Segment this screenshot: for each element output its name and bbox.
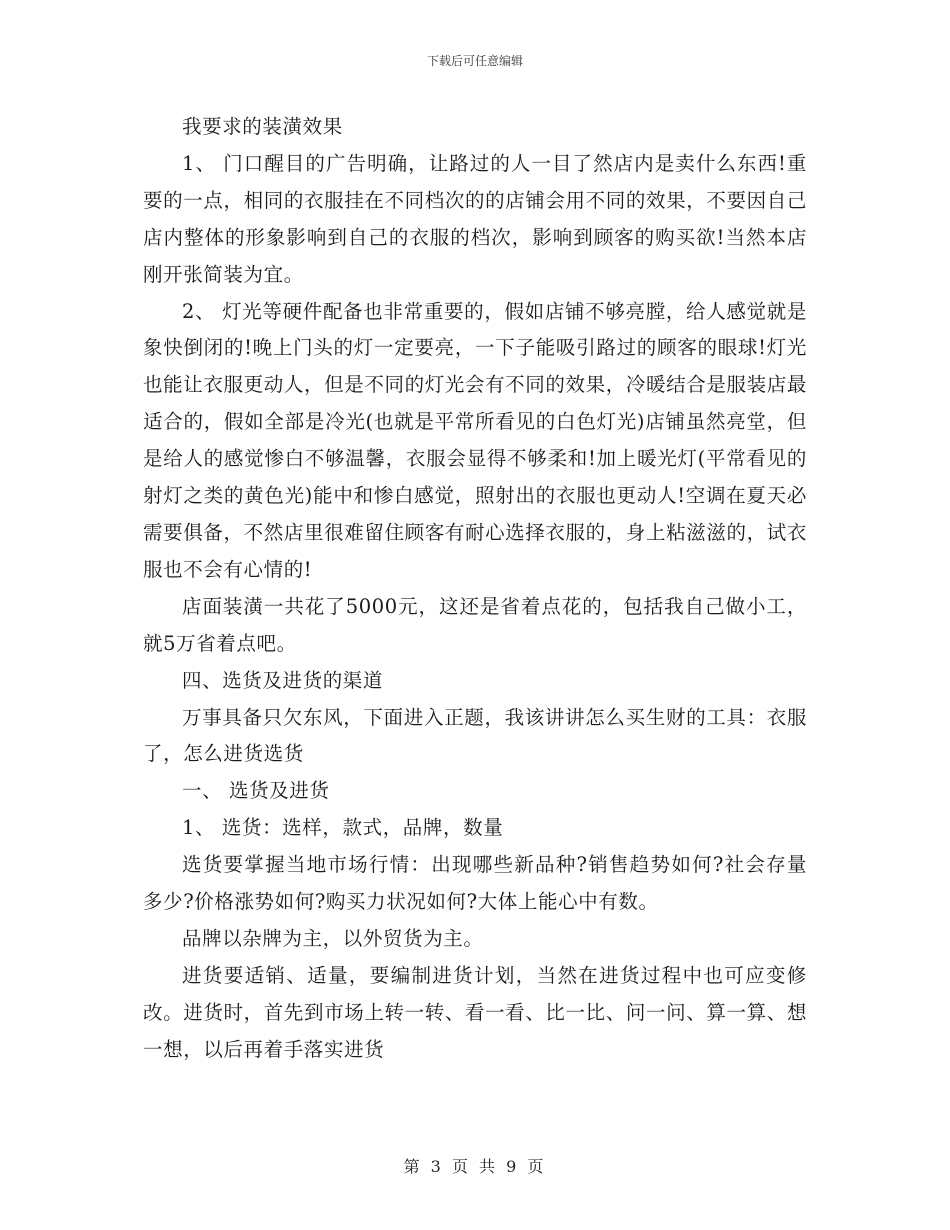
paragraph-subheading-selection: 一、 选货及进货 xyxy=(182,779,330,803)
paragraph-signage: 1、 门口醒目的广告明确，让路过的人一目了然店内是卖什么东西!重要的一点，相同的衣服挂在不同档次的的店铺会用不同的效果，不要因自己店内整体的形象影响到自己的衣服的档次，影响到顾客的购买欲!当然本店刚开张简装为宜。 xyxy=(143,151,807,286)
paragraph-purchase-plan: 进货要适销、适量，要编制进货计划，当然在进货过程中也可应变修改。进货时，首先到市场上转一转、看一看、比一比、问一问、算一算、想一想，以后再着手落实进货 xyxy=(143,963,807,1061)
paragraph-sourcing-intro: 万事具备只欠东风，下面进入正题，我该讲讲怎么买生财的工具：衣服了，怎么进货选货 xyxy=(143,705,807,766)
page-number: 第 3 页 共 9 页 xyxy=(403,1157,547,1176)
paragraph-selection-criteria: 1、 选货：选样，款式，品牌，数量 xyxy=(182,816,504,840)
paragraph-brands: 品牌以杂牌为主，以外贸货为主。 xyxy=(182,926,484,950)
paragraph-decoration-cost: 店面装潢一共花了5000元，这还是省着点花的，包括我自己做小工，就5万省着点吧。 xyxy=(143,594,807,655)
page-header: 下载后可任意编辑 xyxy=(426,54,523,68)
document-body xyxy=(143,109,807,1069)
paragraph-section-heading-sourcing: 四、选货及进货的渠道 xyxy=(182,668,384,692)
paragraph-decoration-effect-heading: 我要求的装潢效果 xyxy=(182,115,343,138)
paragraph-lighting: 2、 灯光等硬件配备也非常重要的，假如店铺不够亮膛，给人感觉就是象快倒闭的!晚上门头的灯一定要亮，一下子能吸引路过的顾客的眼球!灯光也能让衣服更动人，但是不同的灯光会有不同的效果，冷暖结合是服装店最适合的，假如全部是冷光(也就是平常所看见的白色灯光)店铺虽然亮堂，但是给人的感觉惨白不够温馨，衣服会显得不够柔和!加上暖光灯(平常看见的射灯之类的黄色光)能中和惨白感觉，照射出的衣服也更动人!空调在夏天必需要俱备，不然店里很难留住顾客有耐心选择衣服的，身上粘滋滋的，试衣服也不会有心情的! xyxy=(143,299,807,581)
paragraph-market-conditions: 选货要掌握当地市场行情：出现哪些新品种?销售趋势如何?社会存量多少?价格涨势如何?购买力状况如何?大体上能心中有数。 xyxy=(143,853,807,914)
